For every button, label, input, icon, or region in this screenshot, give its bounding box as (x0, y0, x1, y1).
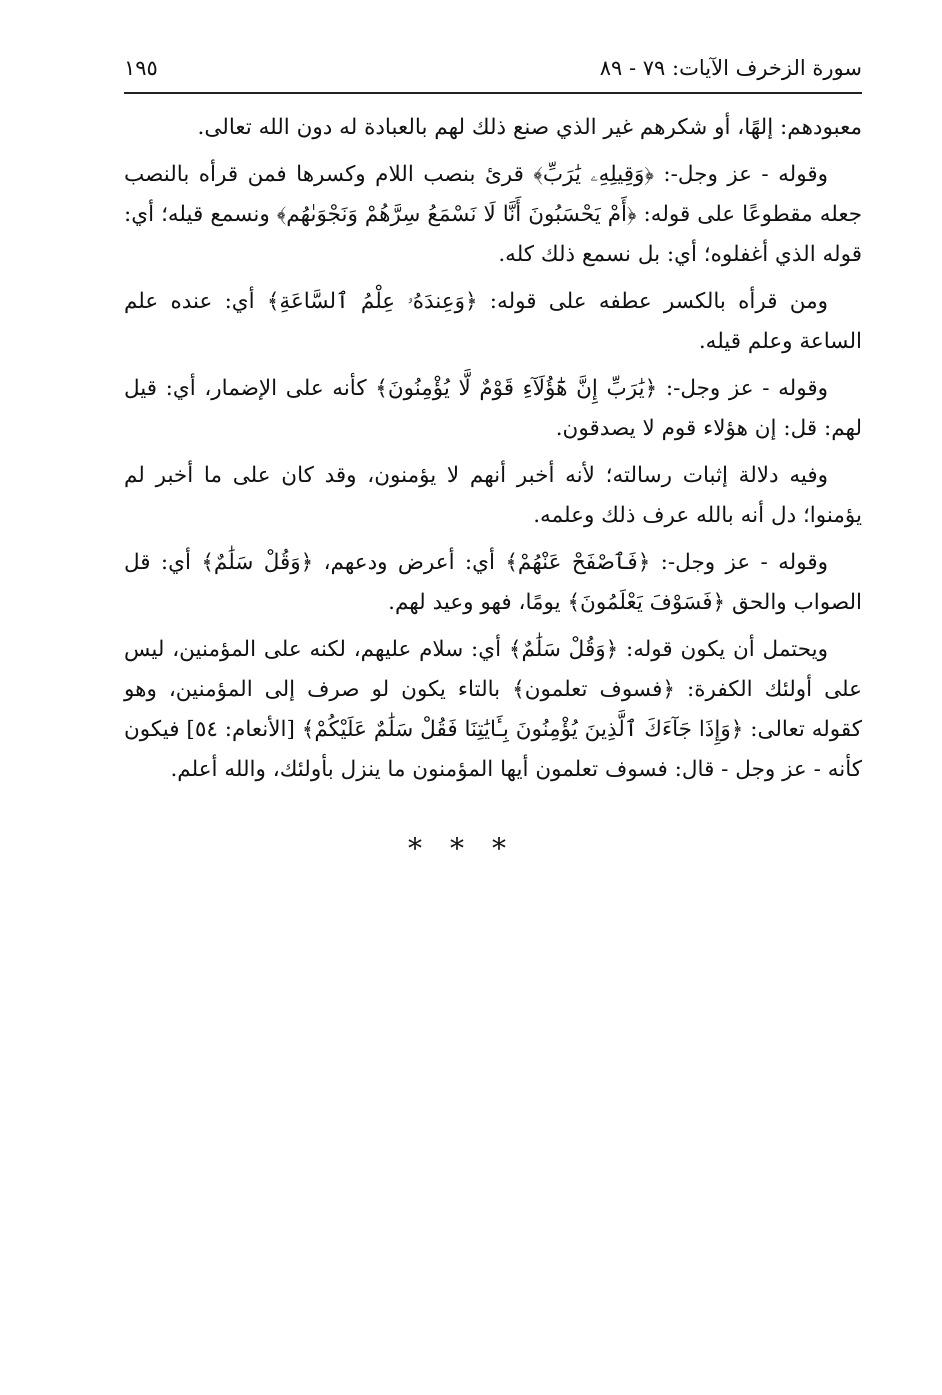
paragraph: وقوله - عز وجل-: ﴿وَقِيلِهِۦ يَٰرَبِّ﴾ قرئ بنصب اللام وكسرها فمن قرأه بالنصب جعله مقطوعًا على قوله: ﴿أَمْ يَحْسَبُونَ أَنَّا لَا نَسْمَعُ سِرَّهُمْ وَنَجْوَىٰهُم﴾ ونسمع قيله؛ أي: قوله الذي أغفلوه؛ أي: بل نسمع ذلك كله. (124, 162, 862, 267)
section-separator: *** (408, 832, 534, 865)
header-divider (124, 92, 862, 94)
running-header (124, 54, 862, 88)
paragraph: ومن قرأه بالكسر عطفه على قوله: ﴿وَعِندَهُۥ عِلْمُ ٱلسَّاعَةِ﴾ أي: عنده علم الساعة وعلم قيله. (124, 289, 862, 354)
page-number: ١٩٥ (124, 56, 158, 80)
paragraph: وقوله - عز وجل-: ﴿يَٰرَبِّ إِنَّ هَٰٓؤُلَآءِ قَوْمٌ لَّا يُؤْمِنُونَ﴾ كأنه على الإضمار، أي: قيل لهم: قل: إن هؤلاء قوم لا يصدقون. (124, 376, 862, 441)
paragraph: معبودهم: إلهًا، أو شكرهم غير الذي صنع ذلك لهم بالعبادة له دون الله تعالى. (197, 115, 862, 140)
paragraph: وفيه دلالة إثبات رسالته؛ لأنه أخبر أنهم لا يؤمنون، وقد كان على ما أخبر لم يؤمنوا؛ دل أنه بالله عرف ذلك وعلمه. (124, 463, 862, 528)
paragraph: ويحتمل أن يكون قوله: ﴿وَقُلْ سَلَٰمٌ﴾ أي: سلام عليهم، لكنه على المؤمنين، ليس على أولئك الكفرة: ﴿فسوف تعلمون﴾ بالتاء يكون لو صرف إلى المؤمنين، وهو كقوله تعالى: ﴿وَإِذَا جَآءَكَ ٱلَّذِينَ يُؤْمِنُونَ بِـَٔايَٰتِنَا فَقُلْ سَلَٰمٌ عَلَيْكُمْ﴾ [الأنعام: ٥٤] فيكون كأنه - عز وجل - قال: فسوف تعلمون أيها المؤمنون ما ينزل بأولئك، والله أعلم. (124, 637, 862, 782)
commentary-text (124, 108, 862, 797)
chapter-title: سورة الزخرف الآيات: ٧٩ - ٨٩ (599, 56, 862, 80)
paragraph: وقوله - عز وجل-: ﴿فَٱصْفَحْ عَنْهُمْ﴾ أي: أعرض ودعهم، ﴿وَقُلْ سَلَٰمٌ﴾ أي: قل الصواب والحق ﴿فَسَوْفَ يَعْلَمُونَ﴾ يومًا، فهو وعيد لهم. (124, 550, 862, 615)
